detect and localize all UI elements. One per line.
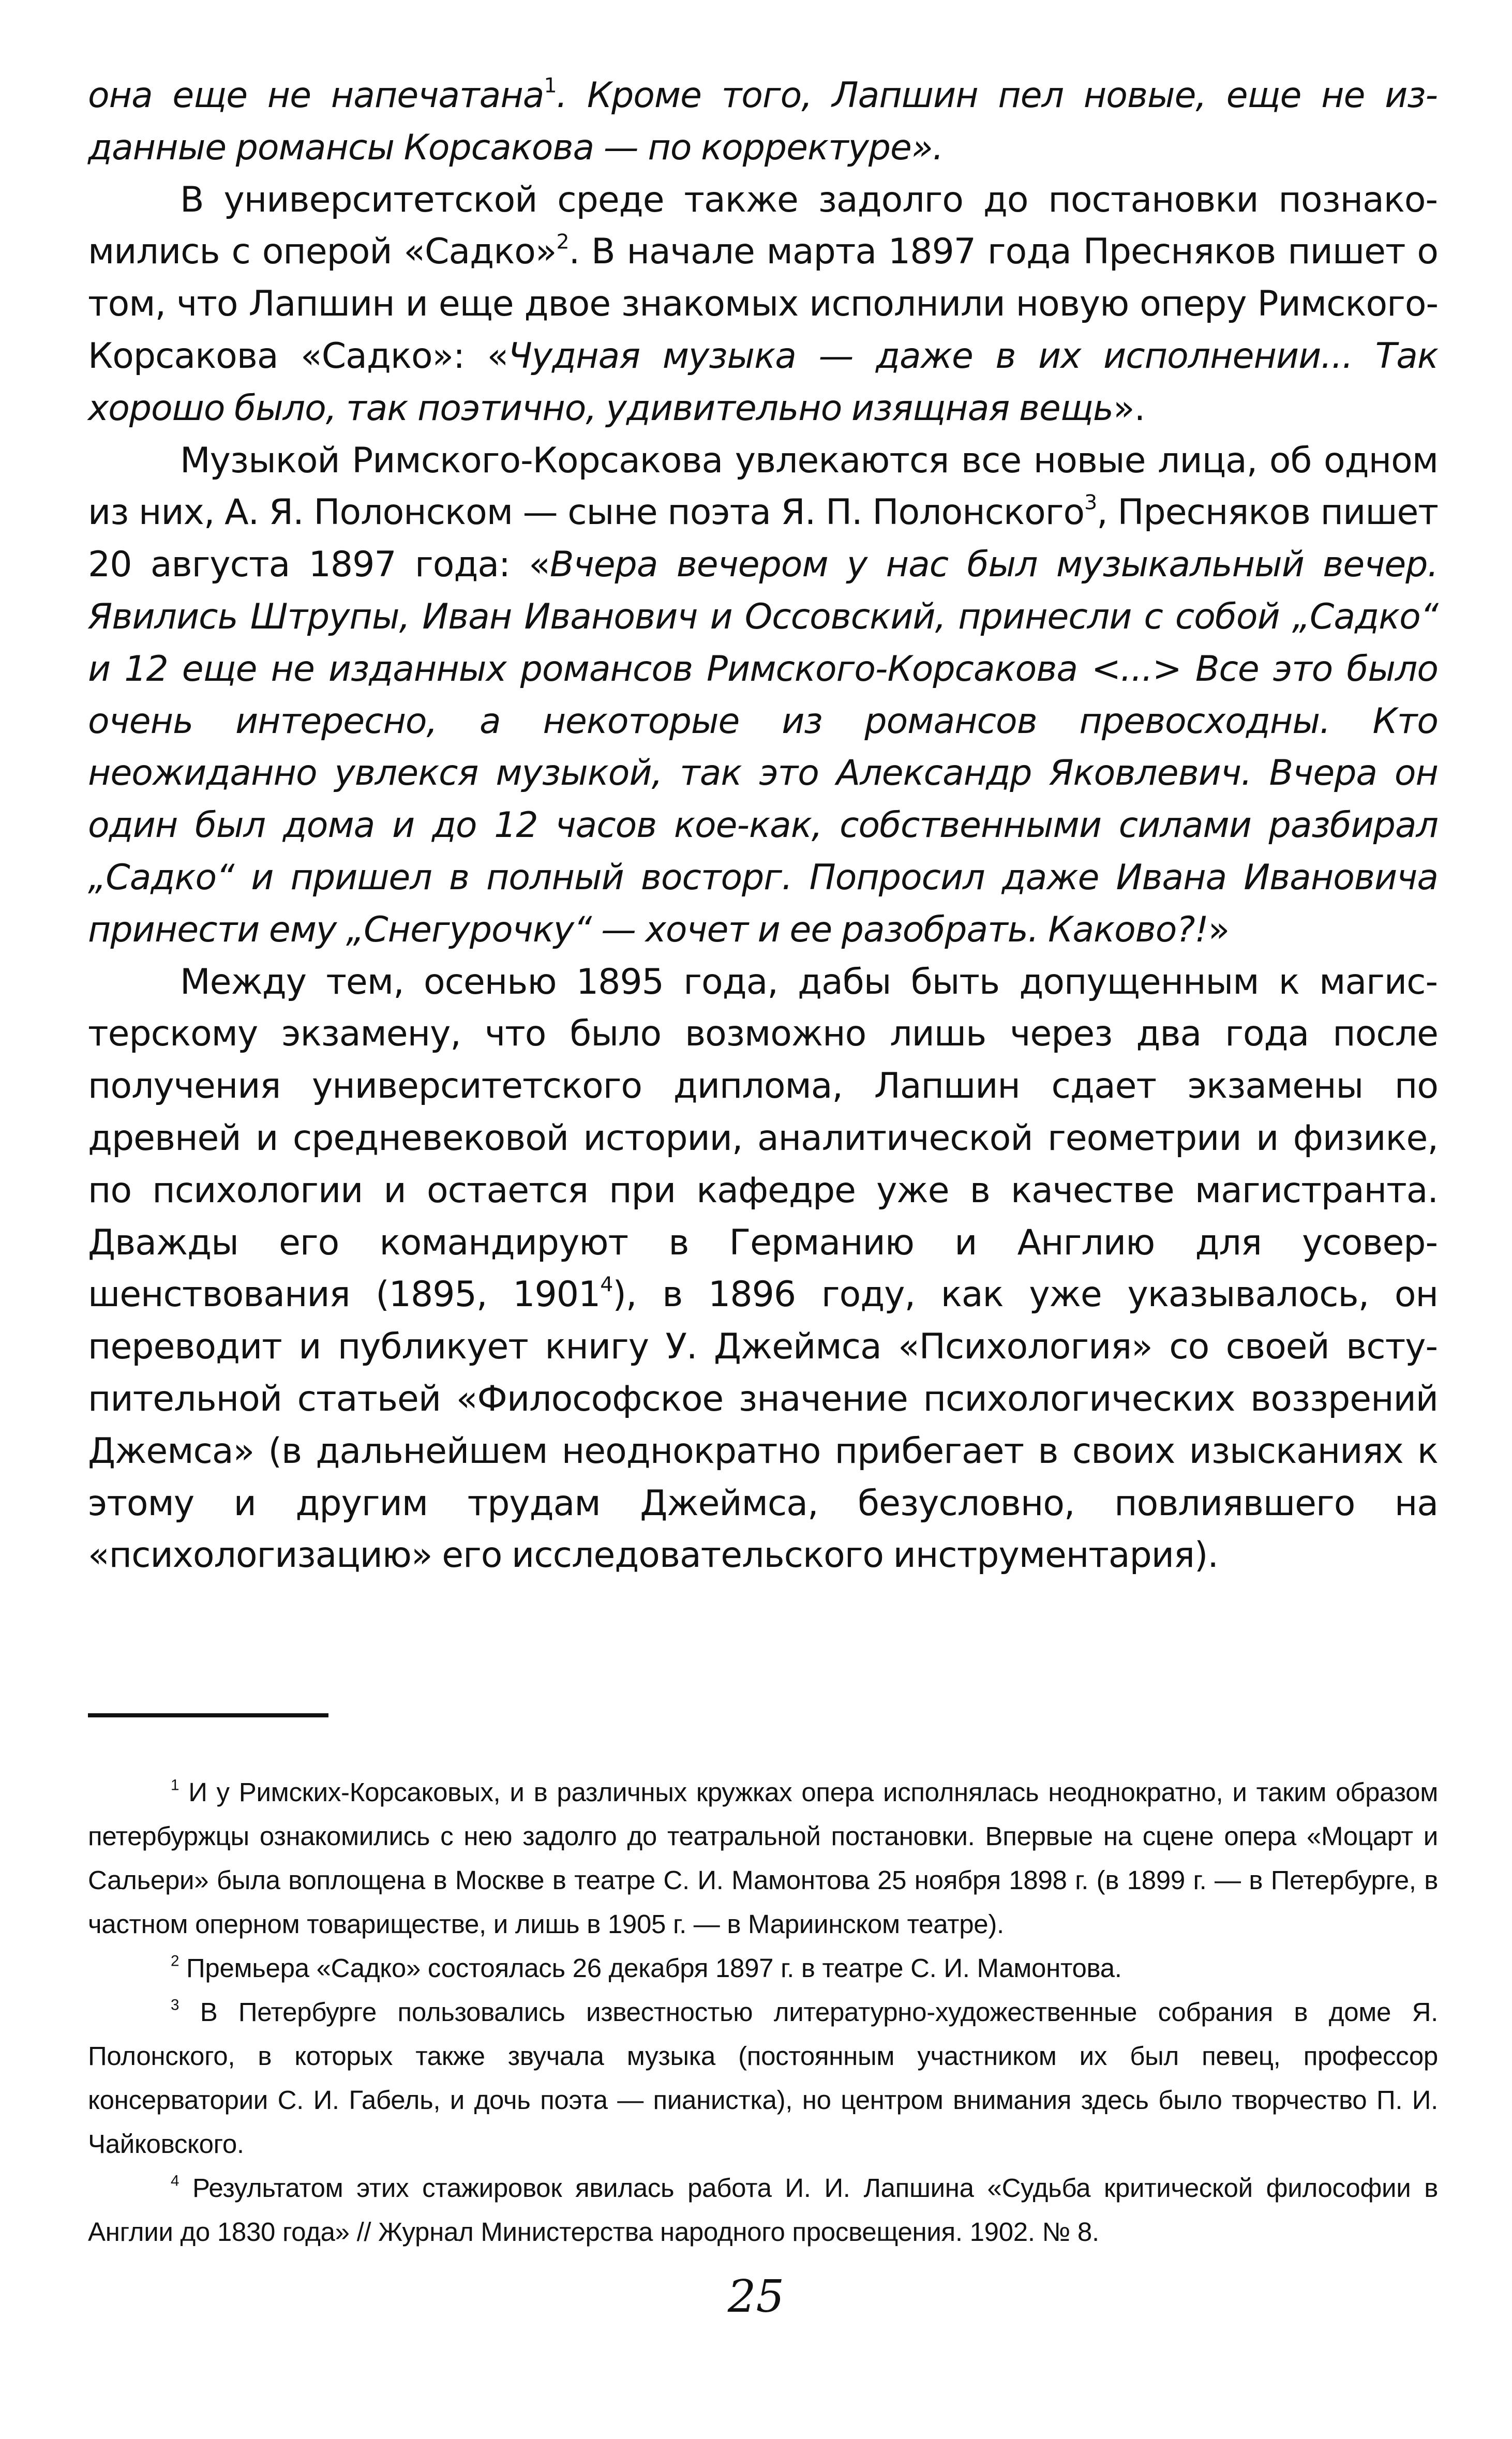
footnote-ref-3[interactable]: 3: [1084, 490, 1097, 515]
footnote-4: [88, 2166, 1438, 2254]
footnote-1: [88, 1770, 1438, 1946]
paragraph-text: Музыкой Римского-Корсакова увлекаются все новые лица, об одном из них, А. Я. Полонском — сыне поэта Я. П. Полонского: [88, 440, 1438, 533]
footnote-ref-1[interactable]: 1: [544, 73, 557, 98]
footnote-text: В Петербурге пользовались известностью литературно-художественные собрания в доме Я. Полонского, в которых также звучала музыка (постоянным участником их был певец, профессор консерватории С. И. Габель, и дочь поэта — пианистка), но центром внимания здесь было творчество П. И. Чайковского.: [88, 1997, 1439, 2159]
footnote-number: 1: [171, 1776, 179, 1794]
footnote-text: Премьера «Садко» состоялась 26 декабря 1897 г. в театре С. И. Мамонтова.: [186, 1953, 1122, 1983]
paragraph-text: , Пресняков пишет 20 августа 1897 года: «: [88, 492, 1439, 586]
quote-text: Вчера вечером у нас был музыкальный вечер. Явились Штрупы, Иван Иванович и Оссовский, принесли с собой „Садко“ и 12 еще не изданных романсов Римского-Корсакова <...> Все это было очень интересно, а некоторые из романсов превосходны. Кто неожиданно увлекся музыкой, так это Александр Яковлевич. Вчера он один был дома и до 12 часов кое-как, собственными силами разбирал „Садко“ и пришел в полный восторг. Попросил даже Ивана Ивановича принести ему „Снегурочку“ — хочет и ее разобрать. Каково?!: [88, 544, 1438, 950]
paragraph-text: В университетской среде также задолго до постановки познакомились с оперой «Садко»: [88, 179, 1438, 273]
main-text: [88, 70, 1438, 1582]
paragraph-text: ».: [1113, 387, 1145, 429]
footnotes: [88, 1770, 1438, 2254]
footnote-2: [88, 1946, 1438, 1990]
footnote-3: [88, 1990, 1438, 2166]
paragraph-text: . В начале марта 1897 года Пресняков пишет о том, что Лапшин и еще двое знакомых исполнили новую оперу Римского-Корсакова «Садко»: «: [88, 231, 1438, 377]
footnote-number: 3: [171, 1996, 179, 2014]
paragraph-4: [88, 956, 1438, 1582]
footnote-ref-2[interactable]: 2: [556, 230, 569, 254]
quote-text: Чудная музыка — даже в их исполнении... Так хорошо было, так поэтично, удивительно изящная вещь: [88, 335, 1438, 429]
paragraph-2: [88, 174, 1438, 435]
paragraph-text: »: [1208, 909, 1230, 950]
footnote-number: 4: [171, 2172, 179, 2190]
footnote-ref-4[interactable]: 4: [600, 1273, 613, 1297]
footnote-text: И у Римских-Корсаковых, и в различных кружках опера исполнялась неоднократно, и таким образом петербуржцы ознакомились с нею задолго до театральной постановки. Впервые на сцене опера «Моцарт и Сальери» была воплощена в Москве в театре С. И. Мамонтова 25 ноября 1898 г. (в 1899 г. — в Петербурге, в частном оперном товариществе, и лишь в 1905 г. — в Мариинском театре).: [88, 1777, 1438, 1939]
footnote-separator: [88, 1713, 328, 1717]
paragraph-1: [88, 70, 1438, 174]
footnote-number: 2: [171, 1952, 179, 1970]
paragraph-text: Между тем, осенью 1895 года, дабы быть допущенным к магистерскому экзамену, что было возможно лишь через два года после получения университетского диплома, Лапшин сдает экзамены по древней и средневековой истории, аналитической геометрии и физике, по психологии и остается при кафедре уже в качестве магистранта. Дважды его командируют в Германию и Англию для усовершенствования (1895, 1901: [88, 961, 1438, 1315]
quote-text: . Кроме того, Лапшин пел новые, еще не изданные романсы Корсакова — по корректуре».: [88, 75, 1438, 168]
page-number: 25: [727, 2271, 785, 2323]
paragraph-3: [88, 435, 1438, 956]
paragraph-text: ), в 1896 году, как уже указывалось, он переводит и публикует книгу У. Джеймса «Психология» со своей вступительной статьей «Философское значение психологических воззрений Джемса» (в дальнейшем неоднократно прибегает в своих изысканиях к этому и другим трудам Джеймса, безусловно, повлиявшего на «психологизацию» его исследовательского инструментария).: [88, 1274, 1438, 1576]
footnote-text: Результатом этих стажировок явилась работа И. И. Лапшина «Судьба критической философии в Англии до 1830 года» // Журнал Министерства народного просвещения. 1902. № 8.: [88, 2173, 1439, 2247]
quote-text: она еще не напечатана: [88, 75, 544, 116]
